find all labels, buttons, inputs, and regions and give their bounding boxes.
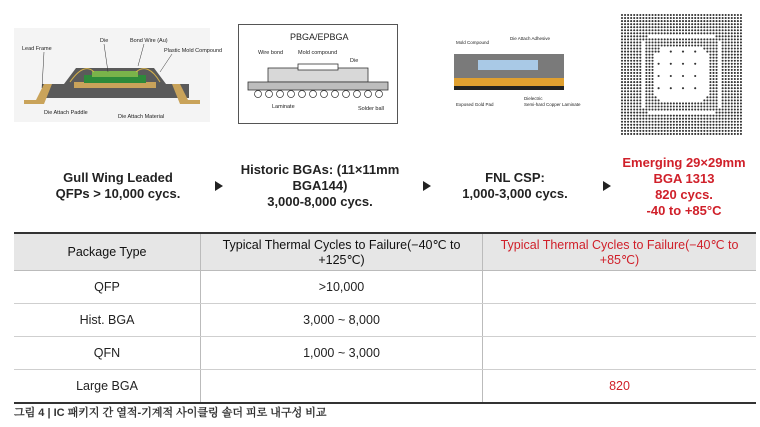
qfp-label-mold-compound: Plastic Mold Compound bbox=[164, 48, 223, 54]
pbga-label-solder-ball: Solder ball bbox=[358, 106, 384, 112]
qfp-label-die-attach-material: Die Attach Material bbox=[118, 114, 165, 120]
cell-cycles-125: 3,000 ~ 8,000 bbox=[201, 304, 483, 337]
pbga-label-mold-compound: Mold compound bbox=[298, 50, 338, 56]
qfp-label-die-attach-paddle: Die Attach Paddle bbox=[44, 110, 88, 116]
flow-arrow-2 bbox=[423, 181, 431, 191]
table-row bbox=[14, 370, 756, 404]
flow-step-emerging-line2: BGA 1313 bbox=[653, 171, 715, 186]
table-row bbox=[14, 304, 756, 337]
flow-step-qfp-line1: Gull Wing Leaded bbox=[63, 170, 173, 185]
pbga-cross-section-diagram bbox=[238, 24, 398, 124]
flow-arrow-3 bbox=[603, 181, 611, 191]
csp-label-exposed-gold-pad: Exposed Gold Pad bbox=[456, 102, 494, 107]
pbga-title: PBGA/EPBGA bbox=[290, 32, 349, 42]
bga-1313-ballmap-diagram bbox=[618, 12, 750, 136]
qfp-label-bond-wire: Bond Wire (Au) bbox=[130, 38, 168, 44]
flow-step-csp-line2: 1,000-3,000 cycs. bbox=[462, 186, 568, 201]
flow-step-qfp bbox=[38, 170, 198, 202]
cell-package: QFP bbox=[14, 271, 201, 304]
flow-step-fnl-csp bbox=[440, 170, 590, 202]
csp-label-dielectric: Dielectric bbox=[524, 96, 543, 101]
figure-caption: 그림 4 | IC 패키지 간 열적-기계적 사이클링 솔더 피로 내구성 비교 bbox=[14, 407, 327, 419]
flow-step-emerging-bga bbox=[614, 155, 754, 219]
flow-step-emerging-line3: 820 cycs. bbox=[655, 187, 713, 202]
flow-step-bga-line1: Historic BGAs: (11×11mm bbox=[240, 162, 400, 177]
qfp-label-die: Die bbox=[100, 38, 109, 44]
cell-cycles-85 bbox=[483, 304, 757, 337]
cell-package: QFN bbox=[14, 337, 201, 370]
csp-label-copper-laminate: Semi-hard Copper Laminate bbox=[524, 102, 581, 107]
cell-package: Large BGA bbox=[14, 370, 201, 404]
flow-step-qfp-line2: QFPs > 10,000 cycs. bbox=[55, 186, 181, 201]
cell-cycles-125: 1,000 ~ 3,000 bbox=[201, 337, 483, 370]
header-package-type: Package Type bbox=[14, 233, 201, 271]
flow-arrow-1 bbox=[215, 181, 223, 191]
cell-cycles-85 bbox=[483, 271, 757, 304]
pbga-label-die: Die bbox=[350, 58, 359, 64]
csp-label-mold-compound: Mold Compound bbox=[456, 40, 490, 45]
flow-step-csp-line1: FNL CSP: bbox=[485, 170, 545, 185]
csp-cross-section-diagram bbox=[438, 30, 588, 116]
table-row bbox=[14, 337, 756, 370]
qfp-cross-section-diagram bbox=[14, 28, 223, 122]
thermal-cycles-table bbox=[14, 232, 756, 404]
header-cycles-125: Typical Thermal Cycles to Failure(−40℃ to +125℃) bbox=[201, 233, 483, 271]
cell-cycles-125 bbox=[201, 370, 483, 404]
cell-cycles-125: >10,000 bbox=[201, 271, 483, 304]
flow-step-emerging-line4: -40 to +85°C bbox=[646, 203, 722, 218]
header-cycles-85: Typical Thermal Cycles to Failure(−40℃ to +85℃) bbox=[483, 233, 757, 271]
table-header-row bbox=[14, 233, 756, 271]
csp-label-die-attach-adhesive: Die Attach Adhesive bbox=[510, 36, 551, 41]
qfp-label-lead-frame: Lead Frame bbox=[22, 46, 52, 52]
flow-step-bga-line3: 3,000-8,000 cycs. bbox=[267, 194, 373, 209]
cell-cycles-85: 820 bbox=[483, 370, 757, 404]
cell-cycles-85 bbox=[483, 337, 757, 370]
cell-package: Hist. BGA bbox=[14, 304, 201, 337]
flow-step-emerging-line1: Emerging 29×29mm bbox=[622, 155, 746, 170]
flow-step-bga-line2: BGA144) bbox=[292, 178, 348, 193]
pbga-label-wire-bond: Wire bond bbox=[258, 50, 284, 56]
flow-step-historic-bga bbox=[240, 162, 400, 210]
table-row bbox=[14, 271, 756, 304]
pbga-label-laminate: Laminate bbox=[272, 104, 295, 110]
